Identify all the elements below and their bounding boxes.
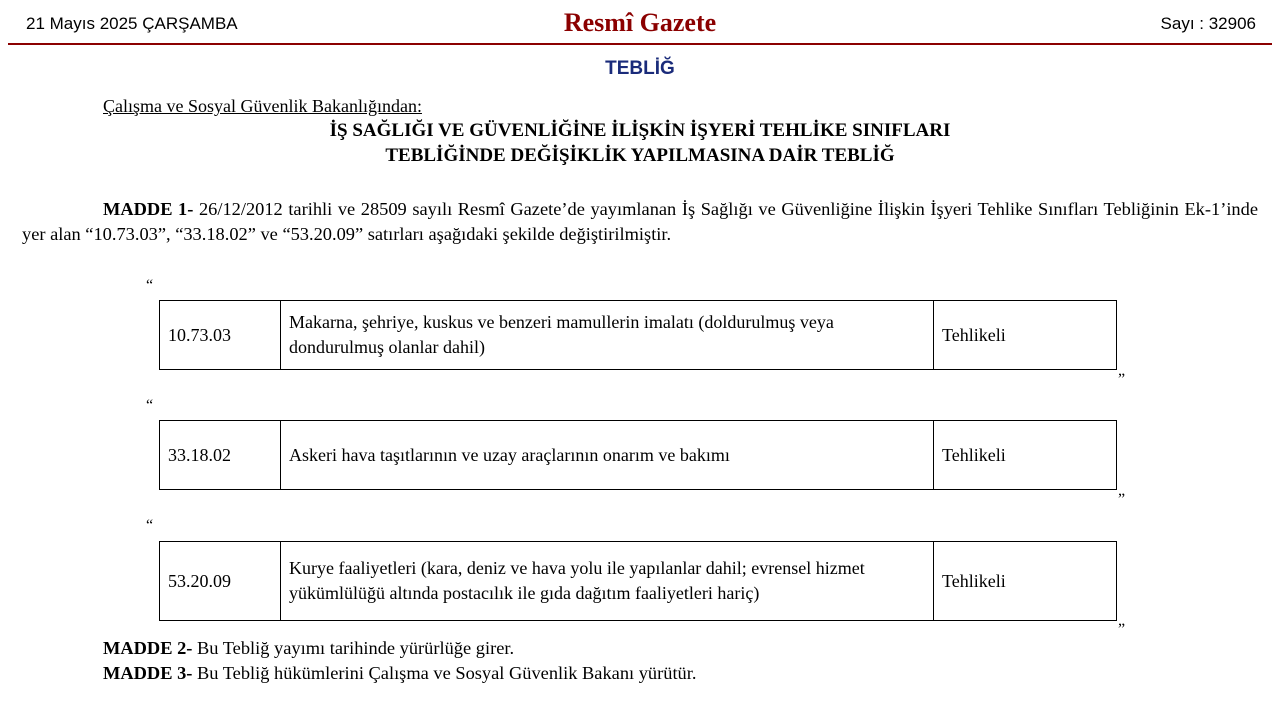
quote-open-mark: “ — [146, 397, 154, 414]
issue-number: Sayı : 32906 — [1160, 14, 1256, 33]
hazard-class: Tehlikeli — [934, 421, 1117, 490]
hazard-class: Tehlikeli — [934, 542, 1117, 621]
article-1-paragraph — [22, 197, 1258, 247]
publication-date: 21 Mayıs 2025 ÇARŞAMBA — [26, 14, 238, 33]
activity-description: Kurye faaliyetleri (kara, deniz ve hava yolu ile yapılanlar dahil; evrensel hizmet yükümlülüğü altında postacılık ile gıda dağıtım faaliyetleri hariç) — [281, 542, 934, 621]
table-row — [160, 421, 1117, 490]
activity-code: 33.18.02 — [160, 421, 281, 490]
table-row — [160, 542, 1117, 621]
header-divider — [8, 43, 1272, 45]
hazard-class: Tehlikeli — [934, 301, 1117, 370]
article-3-text: Bu Tebliğ hükümlerini Çalışma ve Sosyal Güvenlik Bakanı yürütür. — [192, 663, 697, 683]
article-3-lead: MADDE 3- — [103, 663, 193, 683]
code-table-3 — [159, 541, 1117, 621]
article-1-text: 26/12/2012 tarihli ve 28509 sayılı Resmî Gazete’de yayımlanan İş Sağlığı ve Güvenliğine İlişkin İşyeri Tehlike Sınıfları Tebliğinin Ek-1’inde yer alan “10.73.03”, “33.18.02” ve “53.20.09” satırları aşağıdaki şekilde değiştirilmiştir. — [22, 199, 1258, 244]
quote-close-mark: ” — [1118, 621, 1126, 638]
article-2-text: Bu Tebliğ yayımı tarihinde yürürlüğe girer. — [192, 638, 515, 658]
code-table-1 — [159, 300, 1117, 370]
article-3-paragraph — [103, 663, 696, 684]
activity-description: Makarna, şehriye, kuskus ve benzeri mamullerin imalatı (doldurulmuş veya dondurulmuş olanlar dahil) — [281, 301, 934, 370]
activity-code: 53.20.09 — [160, 542, 281, 621]
section-title: TEBLİĞ — [605, 58, 675, 79]
issuing-ministry: Çalışma ve Sosyal Güvenlik Bakanlığından: — [103, 96, 422, 116]
code-table-2 — [159, 420, 1117, 490]
quote-open-mark: “ — [146, 517, 154, 534]
activity-code: 10.73.03 — [160, 301, 281, 370]
document-heading-line-1: İŞ SAĞLIĞI VE GÜVENLİĞİNE İLİŞKİN İŞYERİ TEHLİKE SINIFLARI — [329, 120, 951, 141]
article-1-lead: MADDE 1- — [103, 199, 194, 219]
table-row — [160, 301, 1117, 370]
quote-close-mark: ” — [1118, 491, 1126, 508]
quote-close-mark: ” — [1118, 371, 1126, 388]
article-2-lead: MADDE 2- — [103, 638, 193, 658]
masthead-title: Resmî Gazete — [563, 8, 717, 37]
activity-description: Askeri hava taşıtlarının ve uzay araçlarının onarım ve bakımı — [281, 421, 934, 490]
document-heading-line-2: TEBLİĞİNDE DEĞİŞİKLİK YAPILMASINA DAİR TEBLİĞ — [385, 145, 895, 166]
quote-open-mark: “ — [146, 277, 154, 294]
article-2-paragraph — [103, 638, 514, 659]
